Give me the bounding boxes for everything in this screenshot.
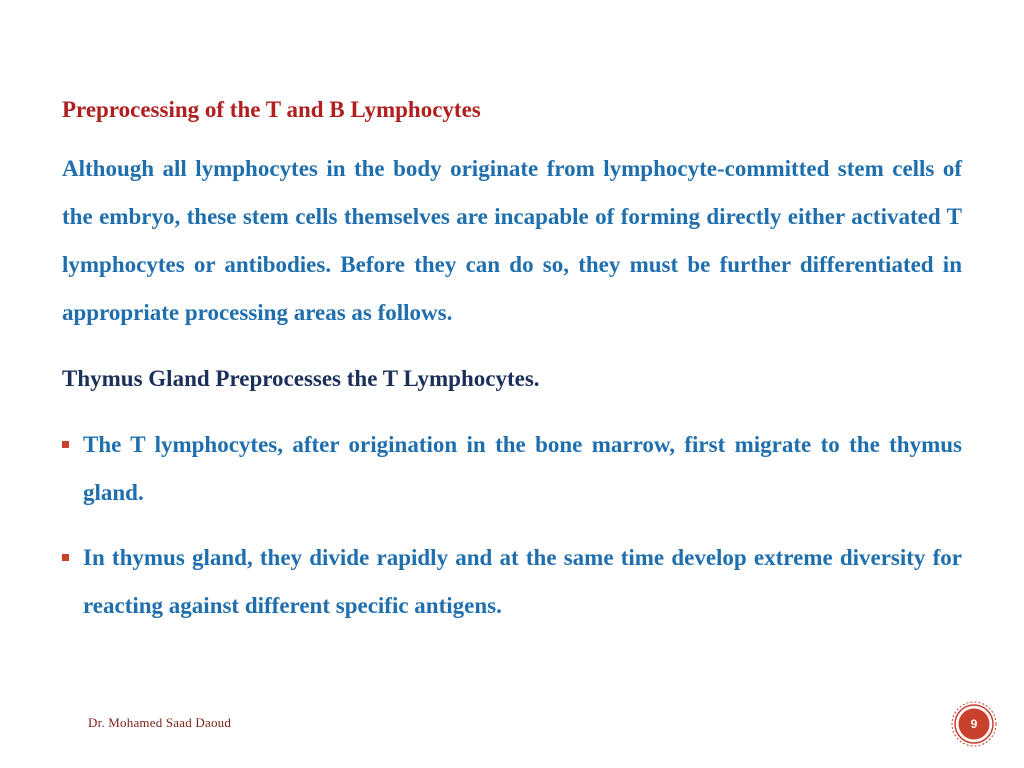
- bullet-item: [62, 421, 962, 517]
- bullet-item: [62, 534, 962, 630]
- bullet-list: [62, 421, 962, 630]
- footer-author: Dr. Mohamed Saad Daoud: [88, 715, 232, 730]
- bullet-text: In thymus gland, they divide rapidly and at the same time develop extreme diversity for reacting against different specific antigens.: [83, 545, 962, 618]
- page-number: 9: [970, 717, 978, 731]
- square-bullet-icon: [62, 441, 69, 448]
- page-number-badge: [950, 700, 998, 748]
- slide-title: Preprocessing of the T and B Lymphocytes: [62, 97, 481, 122]
- bullet-text: The T lymphocytes, after origination in the bone marrow, first migrate to the thymus gland.: [83, 432, 962, 505]
- section-subheading: Thymus Gland Preprocesses the T Lymphocytes.: [62, 366, 540, 391]
- slide-content: [62, 88, 962, 647]
- intro-paragraph: Although all lymphocytes in the body originate from lymphocyte-committed stem cells of the embryo, these stem cells themselves are incapable of forming directly either activated T lymphocytes or antibodies. Before they can do so, they must be further differentiated in appropriate processing areas as follows.: [62, 156, 962, 325]
- square-bullet-icon: [62, 554, 69, 561]
